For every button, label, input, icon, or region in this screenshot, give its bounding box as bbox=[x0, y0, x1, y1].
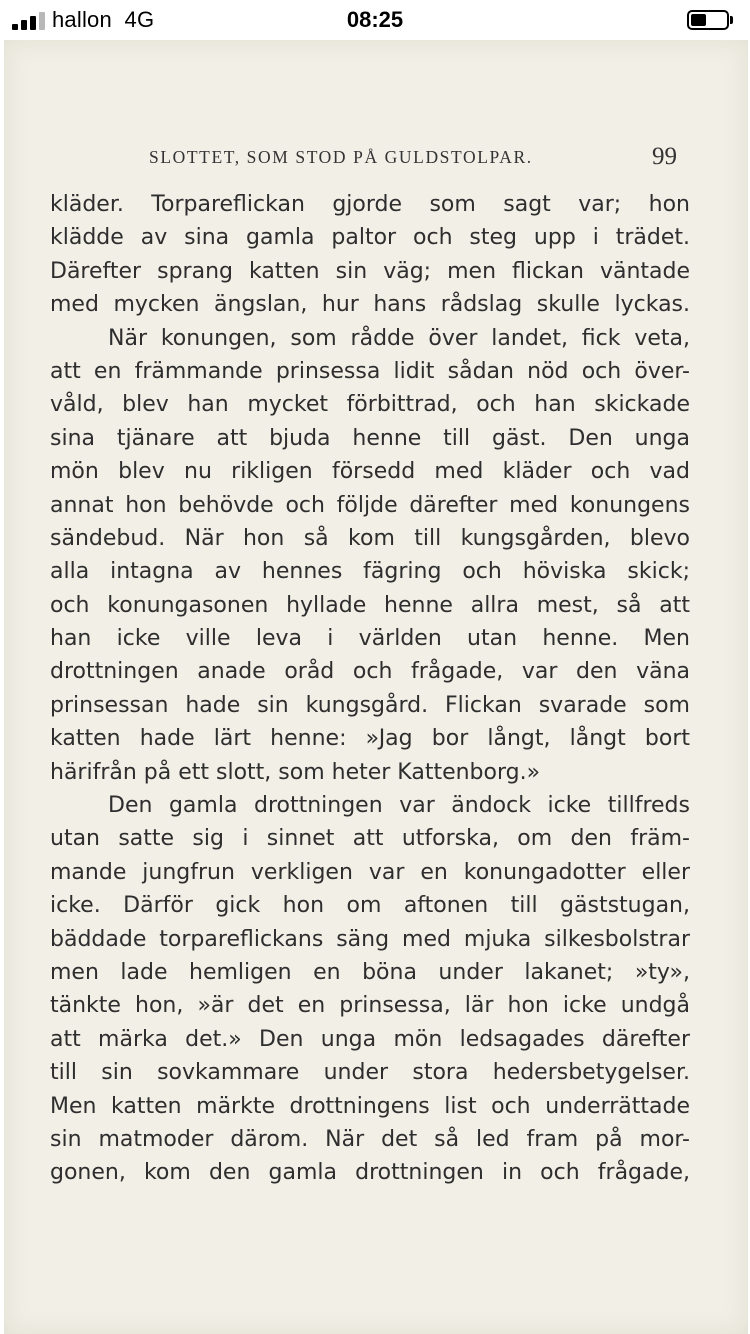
running-head: SLOTTET, SOM STOD PÅ GULDSTOLPAR. bbox=[149, 147, 533, 167]
text-line: sina tjänare att bjuda henne till gäst. Den unga bbox=[50, 425, 690, 451]
text-line: Men katten märkte drottningens list och underrättade bbox=[50, 1093, 690, 1119]
text-line: med mycken ängslan, hur hans rådslag skulle lyckas. bbox=[50, 292, 690, 318]
text-line: Därefter sprang katten sin väg; men flickan väntade bbox=[50, 258, 690, 284]
text-line: mön blev nu rikligen försedd med kläder och vad bbox=[50, 459, 690, 485]
text-line: katten hade lärt henne: »Jag bor långt, långt bort bbox=[50, 726, 690, 752]
text-line: han icke ville leva i världen utan henne. Men bbox=[50, 626, 690, 652]
book-page[interactable] bbox=[4, 40, 748, 1334]
text-line: våld, blev han mycket förbittrad, och han skickade bbox=[50, 392, 690, 418]
text-line: klädde av sina gamla paltor och steg upp i trädet. bbox=[50, 225, 690, 251]
text-line: prinsessan hade sin kungsgård. Flickan svarade som bbox=[50, 692, 690, 718]
text-line: kläder. Torpareflickan gjorde som sagt var; hon bbox=[50, 192, 690, 217]
text-line: alla intagna av hennes fägring och höviska skick; bbox=[50, 559, 690, 585]
text-line: men lade hemligen en böna under lakanet; »ty», bbox=[50, 959, 690, 985]
text-line: drottningen anade oråd och frågade, var den väna bbox=[50, 659, 690, 685]
status-bar bbox=[0, 0, 750, 40]
text-line: utan satte sig i sinnet att utforska, om den främ- bbox=[50, 826, 690, 852]
text-line: härifrån på ett slott, som heter Kattenborg.» bbox=[50, 759, 541, 785]
text-line: bäddade torpareflickans säng med mjuka silkesbolstrar bbox=[50, 926, 690, 952]
text-line: icke. Därför gick hon om aftonen till gäststugan, bbox=[50, 893, 690, 919]
text-line: sändebud. När hon så kom till kungsgården, blevo bbox=[50, 525, 690, 551]
text-line: tänkte hon, »är det en prinsessa, lär hon icke undgå bbox=[50, 993, 690, 1019]
text-line: att en främmande prinsessa lidit sådan nöd och över- bbox=[50, 358, 690, 384]
network-type: 4G bbox=[124, 7, 155, 32]
text-line: mande jungfrun verkligen var en konungadotter eller bbox=[50, 859, 690, 885]
carrier-name: hallon bbox=[52, 7, 112, 32]
carrier-network bbox=[52, 7, 154, 33]
clock: 08:25 bbox=[346, 7, 404, 32]
text-line: När konungen, som rådde över landet, fick veta, bbox=[108, 325, 690, 351]
text-line: och konungasonen hyllade henne allra mest, så att bbox=[50, 592, 690, 618]
cellular-signal-icon bbox=[12, 12, 48, 30]
text-line: till sin sovkammare under stora hedersbetygelser. bbox=[50, 1060, 690, 1086]
page-number: 99 bbox=[652, 143, 677, 170]
text-line: gonen, kom den gamla drottningen in och frågade, bbox=[50, 1160, 690, 1186]
page-text bbox=[50, 188, 690, 1190]
battery-icon bbox=[687, 10, 733, 30]
text-line: annat hon behövde och följde därefter med konungens bbox=[50, 492, 690, 518]
text-line: sin matmoder därom. När det så led fram på mor- bbox=[50, 1126, 690, 1152]
text-line: att märka det.» Den unga mön ledsagades därefter bbox=[50, 1026, 690, 1052]
text-line: Den gamla drottningen var ändock icke tillfreds bbox=[108, 793, 690, 819]
